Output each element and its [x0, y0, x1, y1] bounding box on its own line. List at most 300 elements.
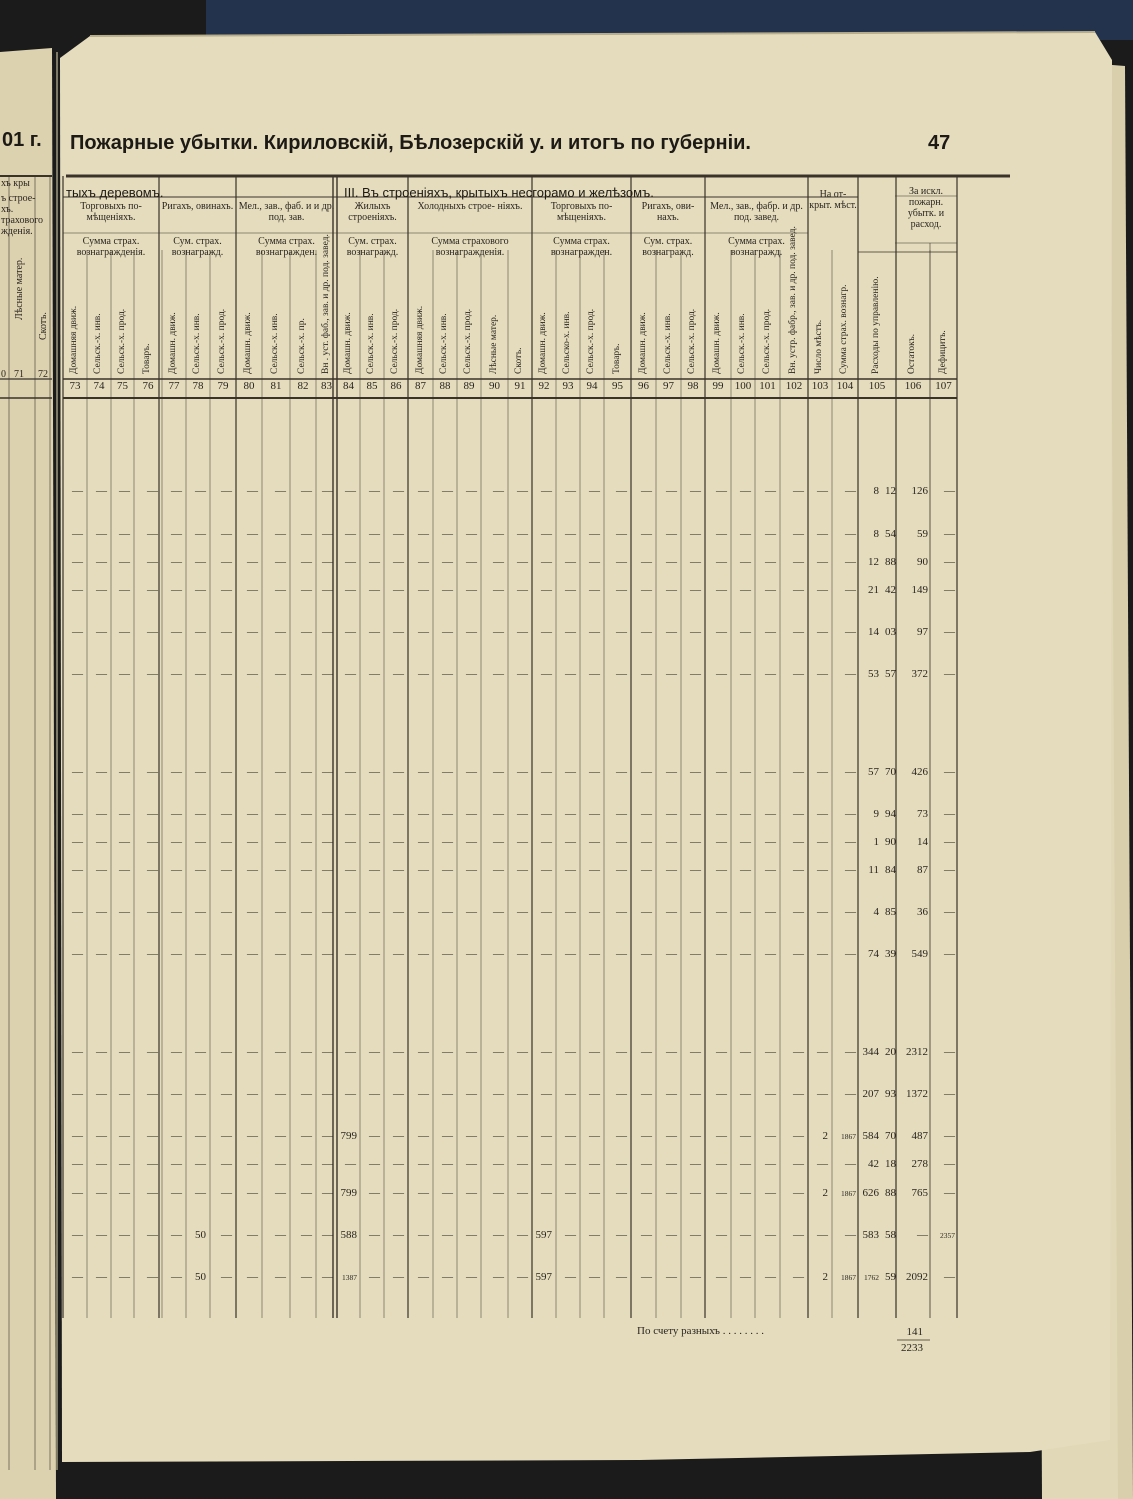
column-number: 84 — [343, 380, 354, 392]
empty-cell-dash: — — [96, 948, 107, 960]
column-number: 107 — [935, 380, 952, 392]
empty-cell-dash: — — [247, 668, 258, 680]
empty-cell-dash: — — [517, 1088, 528, 1100]
cell-remainder: 1372 — [906, 1088, 928, 1100]
column-label: Сельск.-х. инв. — [192, 313, 202, 374]
empty-cell-dash: — — [247, 1187, 258, 1199]
empty-cell-dash: — — [322, 1187, 333, 1199]
empty-cell-dash: — — [565, 1187, 576, 1199]
empty-cell-dash: — — [765, 668, 776, 680]
column-number: 94 — [586, 380, 598, 392]
cell-places: 2 — [822, 1130, 828, 1142]
empty-cell-dash: — — [793, 906, 804, 918]
empty-cell-dash: — — [119, 485, 130, 497]
empty-cell-dash: — — [195, 864, 206, 876]
empty-cell-dash: — — [171, 1088, 182, 1100]
empty-cell-dash: — — [493, 864, 504, 876]
empty-cell-dash: — — [171, 906, 182, 918]
cell-c84: 1387 — [342, 1273, 357, 1282]
cell-expenses-rub: 21 — [868, 584, 879, 596]
empty-cell-dash: — — [517, 1229, 528, 1241]
empty-cell-dash: — — [740, 1229, 751, 1241]
cell-deficit: — — [944, 864, 955, 876]
empty-cell-dash: — — [793, 1088, 804, 1100]
empty-cell-dash: — — [275, 1187, 286, 1199]
empty-cell-dash: — — [247, 836, 258, 848]
empty-cell-dash: — — [765, 1271, 776, 1283]
empty-cell-dash: — — [221, 1088, 232, 1100]
empty-cell-dash: — — [119, 668, 130, 680]
empty-cell-dash: — — [541, 836, 552, 848]
empty-cell-dash: — — [195, 808, 206, 820]
empty-cell-dash: — — [247, 864, 258, 876]
cell-deficit: — — [944, 528, 955, 540]
empty-cell-dash: — — [690, 906, 701, 918]
empty-cell-dash: — — [589, 766, 600, 778]
empty-cell-dash: — — [690, 766, 701, 778]
empty-cell-dash: — — [147, 948, 158, 960]
cell-deficit: — — [944, 948, 955, 960]
empty-cell-dash: — — [195, 1088, 206, 1100]
empty-cell-dash: — — [96, 1158, 107, 1170]
empty-cell-dash: — — [517, 1271, 528, 1283]
cell-expenses-rub: 9 — [873, 808, 879, 820]
empty-cell-dash: — — [690, 864, 701, 876]
empty-cell-dash: — — [565, 1229, 576, 1241]
empty-cell-dash: — — [418, 808, 429, 820]
empty-cell-dash: — — [565, 1088, 576, 1100]
empty-cell-dash: — — [393, 584, 404, 596]
empty-cell-dash: — — [690, 836, 701, 848]
empty-cell-dash: — — [716, 948, 727, 960]
empty-cell-dash: — — [493, 1158, 504, 1170]
empty-cell-dash: — — [247, 626, 258, 638]
cell-remainder: 14 — [917, 836, 928, 848]
empty-cell-dash: — — [641, 864, 652, 876]
empty-cell-dash: — — [195, 485, 206, 497]
empty-cell-dash: — — [666, 836, 677, 848]
empty-cell-dash: — — [147, 766, 158, 778]
empty-cell-dash: — — [517, 864, 528, 876]
empty-cell-dash: — — [740, 766, 751, 778]
empty-cell-dash: — — [322, 1229, 333, 1241]
cell-expenses-kop: 70 — [885, 766, 896, 778]
empty-cell-dash: — — [275, 808, 286, 820]
empty-cell-dash: — — [301, 485, 312, 497]
empty-cell-dash: — — [565, 584, 576, 596]
empty-cell-dash: — — [322, 556, 333, 568]
empty-cell-dash: — — [221, 864, 232, 876]
empty-cell-dash: — — [541, 1046, 552, 1058]
page-number: 47 — [928, 132, 951, 154]
empty-cell-dash: — — [119, 1130, 130, 1142]
empty-cell-dash: — — [72, 836, 83, 848]
empty-cell-dash: — — [301, 668, 312, 680]
empty-cell-dash: — — [690, 485, 701, 497]
empty-cell-dash: — — [666, 626, 677, 638]
empty-cell-dash: — — [589, 1187, 600, 1199]
empty-cell-dash: — — [221, 836, 232, 848]
cell-sum-paid: — — [845, 1158, 856, 1170]
column-number: 97 — [663, 380, 674, 392]
empty-cell-dash: — — [541, 906, 552, 918]
empty-cell-dash: — — [418, 766, 429, 778]
empty-cell-dash: — — [442, 668, 453, 680]
empty-cell-dash: — — [466, 1130, 477, 1142]
empty-cell-dash: — — [418, 485, 429, 497]
empty-cell-dash: — — [171, 1130, 182, 1142]
empty-cell-dash: — — [247, 1229, 258, 1241]
empty-cell-dash: — — [641, 556, 652, 568]
empty-cell-dash: — — [221, 485, 232, 497]
empty-cell-dash: — — [765, 1130, 776, 1142]
cell-expenses-rub: 53 — [868, 668, 879, 680]
empty-cell-dash: — — [301, 766, 312, 778]
cell-expenses-kop: 57 — [885, 668, 896, 680]
empty-cell-dash: — — [740, 584, 751, 596]
empty-cell-dash: — — [740, 864, 751, 876]
empty-cell-dash: — — [565, 1158, 576, 1170]
column-label: Сельск.-х. прод. — [463, 308, 473, 374]
empty-cell-dash: — — [740, 1130, 751, 1142]
empty-cell-dash: — — [96, 626, 107, 638]
empty-cell-dash: — — [666, 948, 677, 960]
empty-cell-dash: — — [666, 1158, 677, 1170]
cell-expenses-rub: 57 — [868, 766, 879, 778]
empty-cell-dash: — — [740, 836, 751, 848]
cell-deficit: — — [944, 1088, 955, 1100]
empty-cell-dash: — — [589, 864, 600, 876]
cell-expenses-rub: 344 — [862, 1046, 879, 1058]
empty-cell-dash: — — [765, 864, 776, 876]
open-places-heading: На от- крыт. мѣст. — [809, 189, 857, 211]
empty-cell-dash: — — [493, 626, 504, 638]
empty-cell-dash: — — [517, 808, 528, 820]
empty-cell-dash: — — [96, 906, 107, 918]
cell-expenses-kop: 39 — [885, 948, 896, 960]
cell-expenses-kop: 12 — [885, 485, 896, 497]
empty-cell-dash: — — [96, 556, 107, 568]
empty-cell-dash: — — [369, 668, 380, 680]
empty-cell-dash: — — [221, 1229, 232, 1241]
left-page-fragment: ъ строе- — [1, 193, 36, 204]
empty-cell-dash: — — [195, 556, 206, 568]
cell-c84: 799 — [340, 1187, 357, 1199]
empty-cell-dash: — — [641, 584, 652, 596]
empty-cell-dash: — — [322, 626, 333, 638]
cell-deficit: — — [944, 1158, 955, 1170]
empty-cell-dash: — — [616, 1158, 627, 1170]
footer-label: По счету разныхъ . . . . . . . . — [637, 1325, 764, 1337]
empty-cell-dash: — — [541, 948, 552, 960]
empty-cell-dash: — — [345, 485, 356, 497]
cell-expenses-kop: 84 — [885, 864, 896, 876]
empty-cell-dash: — — [565, 668, 576, 680]
column-number: 102 — [785, 380, 803, 392]
empty-cell-dash: — — [301, 1130, 312, 1142]
column-number: 93 — [562, 380, 574, 392]
empty-cell-dash: — — [765, 556, 776, 568]
empty-cell-dash: — — [716, 556, 727, 568]
column-label: Товаръ. — [611, 343, 622, 374]
empty-cell-dash: — — [740, 1046, 751, 1058]
empty-cell-dash: — — [565, 485, 576, 497]
column-group-sublabel: Сум. страх. вознагражд. — [642, 236, 694, 258]
empty-cell-dash: — — [716, 836, 727, 848]
empty-cell-dash: — — [740, 906, 751, 918]
empty-cell-dash: — — [247, 1158, 258, 1170]
empty-cell-dash: — — [765, 808, 776, 820]
empty-cell-dash: — — [393, 906, 404, 918]
empty-cell-dash: — — [72, 1158, 83, 1170]
empty-cell-dash: — — [466, 528, 477, 540]
empty-cell-dash: — — [466, 584, 477, 596]
column-label: Сельск.-х. прод. — [761, 308, 772, 374]
empty-cell-dash: — — [195, 1187, 206, 1199]
empty-cell-dash: — — [393, 808, 404, 820]
column-group-sublabel: Сумма страх. вознагражден. — [550, 236, 613, 258]
empty-cell-dash: — — [466, 1271, 477, 1283]
empty-cell-dash: — — [345, 528, 356, 540]
empty-cell-dash: — — [442, 1271, 453, 1283]
empty-cell-dash: — — [442, 1088, 453, 1100]
cell-deficit: — — [944, 485, 955, 497]
empty-cell-dash: — — [369, 1229, 380, 1241]
empty-cell-dash: — — [275, 1229, 286, 1241]
empty-cell-dash: — — [589, 808, 600, 820]
empty-cell-dash: — — [740, 808, 751, 820]
column-number: 101 — [759, 380, 776, 392]
empty-cell-dash: — — [493, 528, 504, 540]
empty-cell-dash: — — [171, 584, 182, 596]
empty-cell-dash: — — [616, 626, 627, 638]
cell-sum-paid: — — [845, 864, 856, 876]
left-page-fragment: хъ кры — [1, 178, 30, 189]
empty-cell-dash: — — [195, 766, 206, 778]
empty-cell-dash: — — [119, 556, 130, 568]
empty-cell-dash: — — [442, 485, 453, 497]
empty-cell-dash: — — [171, 948, 182, 960]
column-number: 74 — [93, 380, 105, 392]
empty-cell-dash: — — [793, 766, 804, 778]
cell-deficit: — — [944, 906, 955, 918]
empty-cell-dash: — — [793, 808, 804, 820]
empty-cell-dash: — — [119, 766, 130, 778]
left-page-fragment: 71 — [14, 369, 24, 380]
empty-cell-dash: — — [641, 1046, 652, 1058]
empty-cell-dash: — — [466, 626, 477, 638]
empty-cell-dash: — — [301, 1158, 312, 1170]
empty-cell-dash: — — [517, 528, 528, 540]
empty-cell-dash: — — [716, 584, 727, 596]
empty-cell-dash: — — [147, 808, 158, 820]
empty-cell-dash: — — [517, 584, 528, 596]
empty-cell-dash: — — [716, 668, 727, 680]
empty-cell-dash: — — [195, 1130, 206, 1142]
cell-remainder: 2092 — [906, 1271, 928, 1283]
empty-cell-dash: — — [345, 626, 356, 638]
empty-cell-dash: — — [301, 1229, 312, 1241]
empty-cell-dash: — — [275, 864, 286, 876]
left-page-fragment: 0 — [1, 369, 6, 380]
empty-cell-dash: — — [322, 766, 333, 778]
empty-cell-dash: — — [322, 906, 333, 918]
empty-cell-dash: — — [740, 668, 751, 680]
empty-cell-dash: — — [147, 485, 158, 497]
empty-cell-dash: — — [616, 1187, 627, 1199]
empty-cell-dash: — — [493, 808, 504, 820]
empty-cell-dash: — — [690, 1130, 701, 1142]
cell-sum-paid: 1867 — [841, 1132, 856, 1141]
empty-cell-dash: — — [301, 626, 312, 638]
empty-cell-dash: — — [221, 584, 232, 596]
empty-cell-dash: — — [493, 556, 504, 568]
column-number: 76 — [142, 380, 154, 392]
empty-cell-dash: — — [442, 584, 453, 596]
empty-cell-dash: — — [119, 808, 130, 820]
column-label: Сельск.-х. прод. — [116, 308, 127, 374]
empty-cell-dash: — — [322, 1130, 333, 1142]
empty-cell-dash: — — [301, 1187, 312, 1199]
empty-cell-dash: — — [793, 528, 804, 540]
empty-cell-dash: — — [221, 906, 232, 918]
empty-cell-dash: — — [641, 948, 652, 960]
empty-cell-dash: — — [765, 1187, 776, 1199]
empty-cell-dash: — — [322, 1088, 333, 1100]
empty-cell-dash: — — [666, 668, 677, 680]
empty-cell-dash: — — [517, 556, 528, 568]
empty-cell-dash: — — [765, 528, 776, 540]
empty-cell-dash: — — [493, 1271, 504, 1283]
empty-cell-dash: — — [641, 485, 652, 497]
empty-cell-dash: — — [793, 1046, 804, 1058]
empty-cell-dash: — — [740, 1187, 751, 1199]
cell-places: — — [817, 485, 828, 497]
empty-cell-dash: — — [541, 808, 552, 820]
empty-cell-dash: — — [666, 808, 677, 820]
empty-cell-dash: — — [247, 906, 258, 918]
column-group-label: Жилыхъ строеніяхъ. — [348, 201, 397, 223]
empty-cell-dash: — — [565, 1130, 576, 1142]
empty-cell-dash: — — [690, 1046, 701, 1058]
empty-cell-dash: — — [147, 1229, 158, 1241]
cell-deficit: — — [944, 1187, 955, 1199]
column-number: 75 — [117, 380, 128, 392]
empty-cell-dash: — — [641, 906, 652, 918]
empty-cell-dash: — — [541, 584, 552, 596]
empty-cell-dash: — — [418, 584, 429, 596]
cell-places: — — [817, 626, 828, 638]
empty-cell-dash: — — [247, 584, 258, 596]
empty-cell-dash: — — [418, 1158, 429, 1170]
empty-cell-dash: — — [616, 836, 627, 848]
empty-cell-dash: — — [345, 836, 356, 848]
cell-expenses-kop: 94 — [885, 808, 896, 820]
empty-cell-dash: — — [72, 528, 83, 540]
empty-cell-dash: — — [418, 1187, 429, 1199]
empty-cell-dash: — — [418, 836, 429, 848]
empty-cell-dash: — — [493, 584, 504, 596]
empty-cell-dash: — — [119, 1046, 130, 1058]
empty-cell-dash: — — [393, 1271, 404, 1283]
cell-remainder: 549 — [911, 948, 928, 960]
empty-cell-dash: — — [369, 626, 380, 638]
empty-cell-dash: — — [171, 836, 182, 848]
cell-deficit: 2357 — [940, 1231, 955, 1240]
empty-cell-dash: — — [541, 1088, 552, 1100]
footer-value-2: 2233 — [901, 1342, 923, 1354]
empty-cell-dash: — — [275, 1130, 286, 1142]
empty-cell-dash: — — [418, 1046, 429, 1058]
empty-cell-dash: — — [275, 948, 286, 960]
cell-expenses-rub: 626 — [862, 1187, 879, 1199]
empty-cell-dash: — — [171, 556, 182, 568]
column-group-label: Торговыхъ по- мѣщеніяхъ. — [80, 201, 142, 223]
empty-cell-dash: — — [171, 1271, 182, 1283]
empty-cell-dash: — — [765, 906, 776, 918]
empty-cell-dash: — — [147, 1088, 158, 1100]
empty-cell-dash: — — [418, 1088, 429, 1100]
cell-expenses-rub: 4 — [873, 906, 879, 918]
empty-cell-dash: — — [221, 1046, 232, 1058]
empty-cell-dash: — — [195, 668, 206, 680]
empty-cell-dash: — — [442, 766, 453, 778]
empty-cell-dash: — — [119, 626, 130, 638]
empty-cell-dash: — — [641, 1271, 652, 1283]
empty-cell-dash: — — [96, 584, 107, 596]
empty-cell-dash: — — [393, 1229, 404, 1241]
empty-cell-dash: — — [221, 766, 232, 778]
empty-cell-dash: — — [616, 556, 627, 568]
empty-cell-dash: — — [517, 668, 528, 680]
empty-cell-dash: — — [690, 808, 701, 820]
empty-cell-dash: — — [322, 1158, 333, 1170]
empty-cell-dash: — — [666, 766, 677, 778]
empty-cell-dash: — — [119, 836, 130, 848]
empty-cell-dash: — — [589, 584, 600, 596]
column-number: 79 — [217, 380, 229, 392]
empty-cell-dash: — — [740, 1271, 751, 1283]
empty-cell-dash: — — [793, 1130, 804, 1142]
empty-cell-dash: — — [301, 528, 312, 540]
empty-cell-dash: — — [96, 485, 107, 497]
left-page-fragment: жденія. — [1, 226, 33, 237]
empty-cell-dash: — — [793, 1229, 804, 1241]
empty-cell-dash: — — [641, 836, 652, 848]
empty-cell-dash: — — [740, 1088, 751, 1100]
empty-cell-dash: — — [171, 808, 182, 820]
cell-expenses-kop: 88 — [885, 556, 896, 568]
empty-cell-dash: — — [716, 1229, 727, 1241]
empty-cell-dash: — — [369, 1187, 380, 1199]
cell-expenses-kop: 93 — [885, 1088, 896, 1100]
empty-cell-dash: — — [493, 1229, 504, 1241]
empty-cell-dash: — — [369, 1271, 380, 1283]
empty-cell-dash: — — [541, 766, 552, 778]
empty-cell-dash: — — [221, 948, 232, 960]
empty-cell-dash: — — [147, 1046, 158, 1058]
empty-cell-dash: — — [369, 766, 380, 778]
column-group-label: Торговыхъ по- мѣщеніяхъ. — [550, 201, 613, 223]
cell-sum-paid: — — [845, 1046, 856, 1058]
empty-cell-dash: — — [493, 1130, 504, 1142]
empty-cell-dash: — — [641, 808, 652, 820]
column-number: 100 — [734, 380, 752, 392]
empty-cell-dash: — — [442, 556, 453, 568]
empty-cell-dash: — — [322, 864, 333, 876]
empty-cell-dash: — — [716, 1271, 727, 1283]
empty-cell-dash: — — [247, 766, 258, 778]
